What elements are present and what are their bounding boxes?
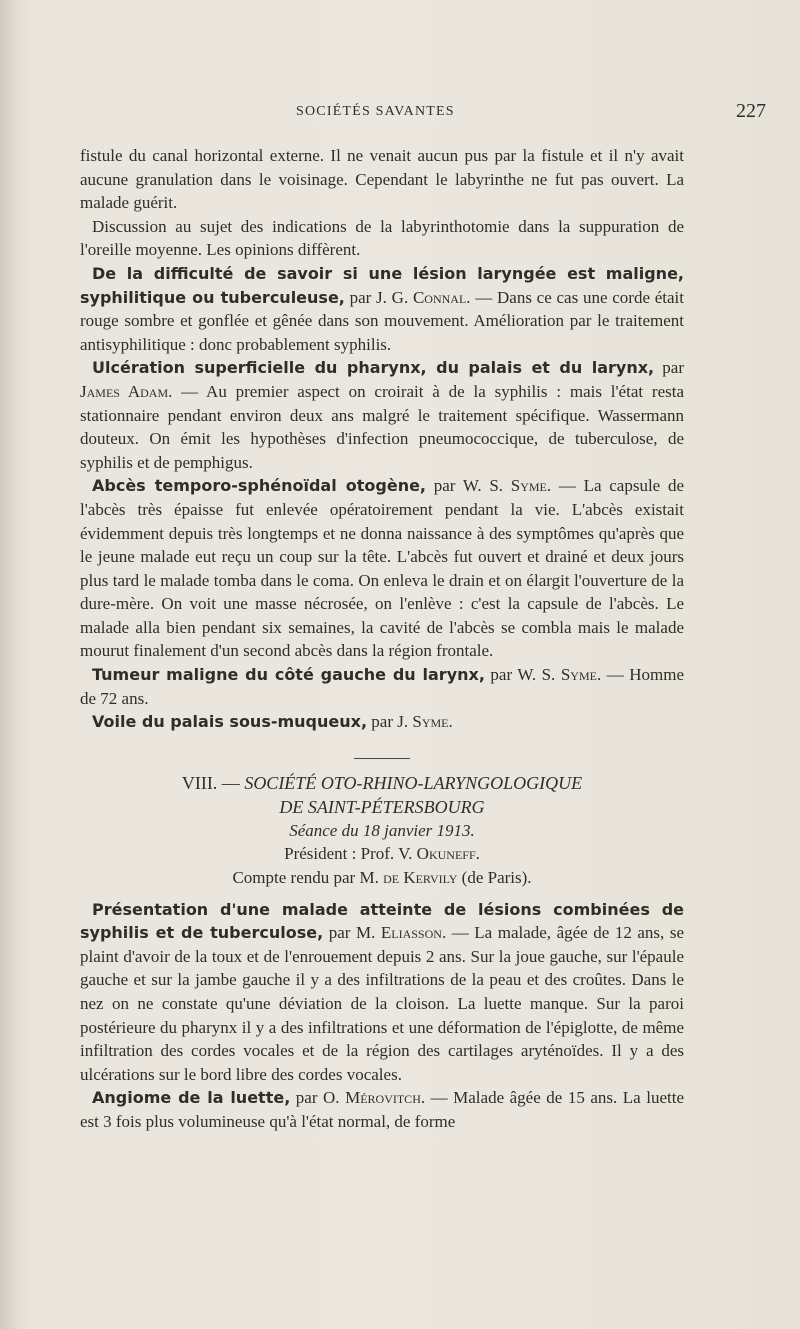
president-end: . [475,844,480,864]
society-name: SOCIÉTÉ OTO-RHINO-LARYNGOLOGIQUE [244,772,583,793]
author-name: Syme [560,665,597,685]
paper-title: Angiome de la luette, [92,1088,291,1108]
report-name: Kervily [399,868,458,888]
paragraph-text: . — Au premier aspect on croirait à de la syphilis : mais l'état resta stationnaire pendant environ deux ans malgré le traitement spécifique. Wassermann douteux. On émit les hypothèses d'infection pneumococcique, de tuberculose, de syphilis et de pemphigus. [80,381,684,472]
author-name: Syme [510,476,547,496]
byline: par J. [367,712,413,732]
paragraph-text: . — La malade, âgée de 12 ans, se plaint d'avoir de la toux et de l'enrouement depuis 2 ans. Sur la joue gauche, sur l'épaule gauche et sur la jambe gauche il y a des infiltrations de la peau et des croûtes. Dans le nez on ne constate qu'une déviation de la cloison. La luette manque. Sur la paroi postérieure du pharynx il y a des infiltrations et une déformation de l'épiglotte, de même infiltration des cordes vocales et de la région des cartilages aryténoïdes. Il y a des ulcérations sur le bord libre des cordes vocales. [80,923,684,1084]
report-label: Compte rendu par M. [232,868,384,888]
section-divider [354,758,410,759]
paragraph-text: . — Malade âgée de 15 ans. La luette est 3 fois plus volumineuse qu'à l'état normal, de forme [80,1088,685,1131]
paragraph-text: . [448,712,453,732]
author-name: Mérovitch [345,1088,421,1108]
paragraph-presentation [80,898,684,1087]
paper-title: Présentation d'une malade atteinte de lésions combinées de syphilis et de tuberculose, [80,899,684,943]
paper-title: Abcès temporo-sphénoïdal otogène, [92,476,427,496]
section-number: VIII. — [181,772,245,793]
author-name: Syme [412,712,449,732]
byline: par J. G. [344,287,413,307]
byline: par [654,358,684,378]
binding-gutter [0,0,18,1329]
paper-title: De la difficulté de savoir si une lésion laryngée est maligne, syphilitique ou tuberculeuse, [80,263,684,307]
author-name: Connal [412,287,467,307]
paragraph-abces [80,474,684,663]
byline: par W. S. [426,476,511,496]
paper-title: Voile du palais sous-muqueux, [92,712,368,732]
paragraph-lesion-laryngee [80,262,684,356]
president-line [80,842,684,866]
author-name: Eliasson [380,923,442,943]
president-label: Président : Prof. V. [284,844,417,864]
byline: par O. [290,1088,346,1108]
spacer [80,890,684,898]
byline: par M. [323,923,381,943]
paragraph-voile [80,710,684,734]
paragraph-ulceration [80,356,684,474]
report-end: (de Paris). [457,868,532,888]
paper-title: Ulcération superficielle du pharynx, du palais et du larynx, [92,358,655,378]
paragraph-text: . — Dans ce cas une corde était rouge sombre et gonflée et gênée dans son mouvement. Amélioration par le traitement antisyphilitique : donc probablement syphilis. [80,287,684,354]
president-name: Okuneff [416,844,476,864]
paper-title: Tumeur maligne du côté gauche du larynx, [92,665,485,685]
byline: par W. S. [484,665,561,685]
report-line [80,866,684,890]
paragraph-fistule: fistule du canal horizontal externe. Il ne venait aucun pus par la fistule et il n'y avait aucune granulation dans le voisinage. Cependant le labyrinthe ne fut pas ouvert. La malade guérit. [80,146,684,213]
session-date: Séance du 18 janvier 1913. [289,820,475,840]
report-de: de [383,868,400,888]
author-name: James Adam [80,381,169,401]
page-body [80,144,684,1134]
paragraph-tumeur [80,663,684,710]
society-city: DE SAINT-PÉTERSBOURG [279,796,485,817]
page-number: 227 [736,100,766,122]
section-heading [80,771,684,819]
paragraph-text: . — Homme de 72 ans. [80,665,685,708]
paragraph-angiome [80,1086,684,1133]
page-header [0,100,800,126]
paragraph-discussion: Discussion au sujet des indications de la labyrinthotomie dans la suppuration de l'oreille moyenne. Les opinions diffèrent. [80,216,684,260]
paragraph-text: . — La capsule de l'abcès très épaisse fut enlevée opératoirement pendant la vie. L'abcès existait évidemment depuis très longtemps et ne donna naissance à des symptômes qu'après que le jeune malade eut reçu un coup sur la tête. L'abcès fut ouvert et drainé et deux jours plus tard le malade tomba dans le coma. On enleva le drain et on élargit l'ouverture de la dure-mère. On voit une masse nécrosée, on l'enlève : c'est la capsule de l'abcès. Le malade alla bien pendant six semaines, la cavité de l'abcès se combla mais le malade mourut finalement d'un second abcès dans la région frontale. [80,476,684,661]
running-head: SOCIÉTÉS SAVANTES [296,104,455,119]
